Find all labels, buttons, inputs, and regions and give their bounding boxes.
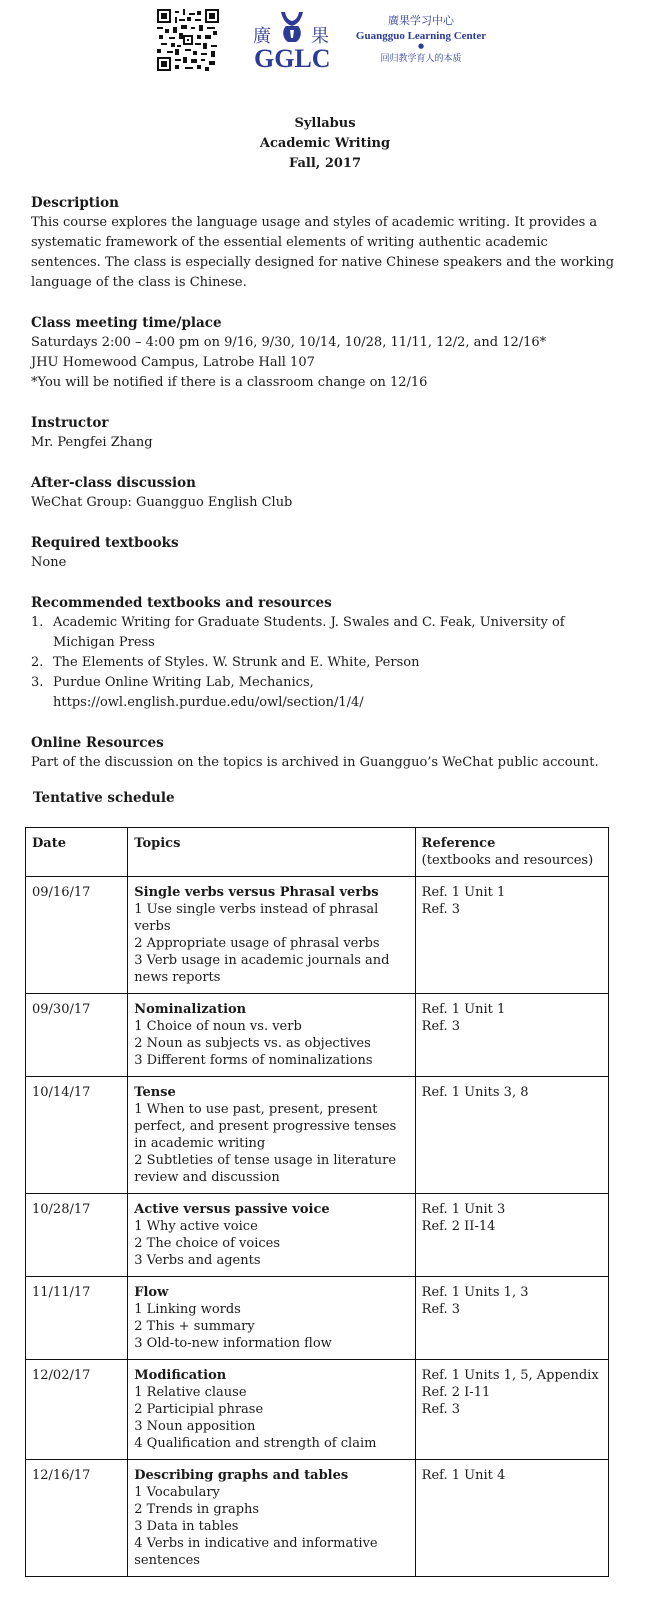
instructor-section (31, 413, 621, 453)
schedule-title: Tentative schedule (33, 790, 175, 806)
page-title (0, 114, 650, 174)
schedule-table (25, 827, 609, 1577)
row-references: Ref. 1 Unit 1 Ref. 3 (415, 994, 608, 1077)
instructor-name: Mr. Pengfei Zhang (31, 435, 153, 450)
row-date: 10/14/17 (26, 1077, 128, 1194)
recommended-list (31, 613, 621, 713)
description-text: This course explores the language usage and styles of academic writing. It provides a systematic framework of the essential elements of writing authentic academic sentences. The class is especially designed for native Chinese speakers and the working language of the class is Chinese. (31, 215, 615, 290)
meeting-place: JHU Homewood Campus, Latrobe Hall 107 (31, 355, 315, 370)
column-header-topics: Topics (128, 828, 415, 877)
row-references: Ref. 1 Units 3, 8 (415, 1077, 608, 1194)
table-row (26, 1194, 609, 1277)
row-topics: Describing graphs and tables 1 Vocabulary 2 Trends in graphs 3 Data in tables 4 Verbs in indicative and informative sentences (128, 1460, 415, 1577)
discussion-text: WeChat Group: Guangguo English Club (31, 495, 293, 510)
section-heading: After-class discussion (31, 475, 196, 491)
section-heading: Online Resources (31, 735, 164, 751)
center-slogan: 回归教学育人的本质 (380, 54, 462, 64)
discussion-section (31, 473, 621, 513)
title-line-2: Academic Writing (259, 136, 391, 151)
row-topics: Active versus passive voice 1 Why active voice 2 The choice of voices 3 Verbs and agents (128, 1194, 415, 1277)
section-heading: Recommended textbooks and resources (31, 595, 332, 611)
section-heading: Required textbooks (31, 535, 179, 551)
row-topics: Tense 1 When to use past, present, present perfect, and present progressive tenses in academic writing 2 Subtleties of tense usage in literature review and discussion (128, 1077, 415, 1194)
meeting-time: Saturdays 2:00 – 4:00 pm on 9/16, 9/30, 10/14, 10/28, 11/11, 12/2, and 12/16* (31, 335, 547, 350)
logo-char-left: 廣 (253, 26, 271, 47)
table-header-row (26, 828, 609, 877)
required-text: None (31, 555, 67, 570)
section-heading: Class meeting time/place (31, 315, 222, 331)
table-row (26, 1460, 609, 1577)
logo-letters: GGLC (254, 44, 331, 73)
table-row (26, 1277, 609, 1360)
row-references: Ref. 1 Units 1, 3 Ref. 3 (415, 1277, 608, 1360)
row-topics: Flow 1 Linking words 2 This + summary 3 Old-to-new information flow (128, 1277, 415, 1360)
column-header-reference: Reference (textbooks and resources) (415, 828, 608, 877)
syllabus-sections (31, 193, 621, 793)
list-item: 3. Purdue Online Writing Lab, Mechanics, https://owl.english.purdue.edu/owl/section/1/4/ (31, 675, 364, 710)
meeting-note: *You will be notified if there is a classroom change on 12/16 (31, 375, 428, 390)
row-references: Ref. 1 Unit 4 (415, 1460, 608, 1577)
row-topics: Nominalization 1 Choice of noun vs. verb 2 Noun as subjects vs. as objectives 3 Different forms of nominalizations (128, 994, 415, 1077)
table-row (26, 994, 609, 1077)
section-heading: Description (31, 195, 119, 211)
row-date: 12/02/17 (26, 1360, 128, 1460)
list-item: 2. The Elements of Styles. W. Strunk and E. White, Person (31, 655, 420, 670)
meeting-section (31, 313, 621, 393)
center-name-block (341, 12, 501, 64)
table-row (26, 1360, 609, 1460)
online-section (31, 733, 621, 773)
row-topics: Single verbs versus Phrasal verbs 1 Use single verbs instead of phrasal verbs 2 Appropriate usage of phrasal verbs 3 Verb usage in academic journals and news reports (128, 877, 415, 994)
online-text: Part of the discussion on the topics is archived in Guangguo’s WeChat public account. (31, 755, 599, 770)
title-line-3: Fall, 2017 (288, 156, 362, 171)
row-topics: Modification 1 Relative clause 2 Participial phrase 3 Noun apposition 4 Qualification and strength of claim (128, 1360, 415, 1460)
section-heading: Instructor (31, 415, 109, 431)
required-section (31, 533, 621, 573)
qr-code (157, 9, 219, 71)
row-references: Ref. 1 Unit 1 Ref. 3 (415, 877, 608, 994)
center-name-en: Guangguo Learning Center (355, 30, 487, 42)
center-name-cn: 廣果学习中心 (388, 14, 454, 27)
table-row (26, 877, 609, 994)
list-item: 1. Academic Writing for Graduate Students. J. Swales and C. Feak, University of Michigan Press (31, 615, 565, 650)
row-date: 09/30/17 (26, 994, 128, 1077)
recommended-section (31, 593, 621, 713)
row-references: Ref. 1 Units 1, 5, Appendix Ref. 2 I-11 Ref. 3 (415, 1360, 608, 1460)
title-line-1: Syllabus (294, 116, 356, 131)
row-references: Ref. 1 Unit 3 Ref. 2 II-14 (415, 1194, 608, 1277)
column-header-date: Date (26, 828, 128, 877)
page-header (0, 6, 650, 73)
row-date: 11/11/17 (26, 1277, 128, 1360)
row-date: 10/28/17 (26, 1194, 128, 1277)
table-row (26, 1077, 609, 1194)
logo-char-right: 果 (311, 26, 329, 47)
description-section (31, 193, 621, 293)
divider-dot-icon: ● (417, 42, 425, 50)
row-date: 12/16/17 (26, 1460, 128, 1577)
row-date: 09/16/17 (26, 877, 128, 994)
